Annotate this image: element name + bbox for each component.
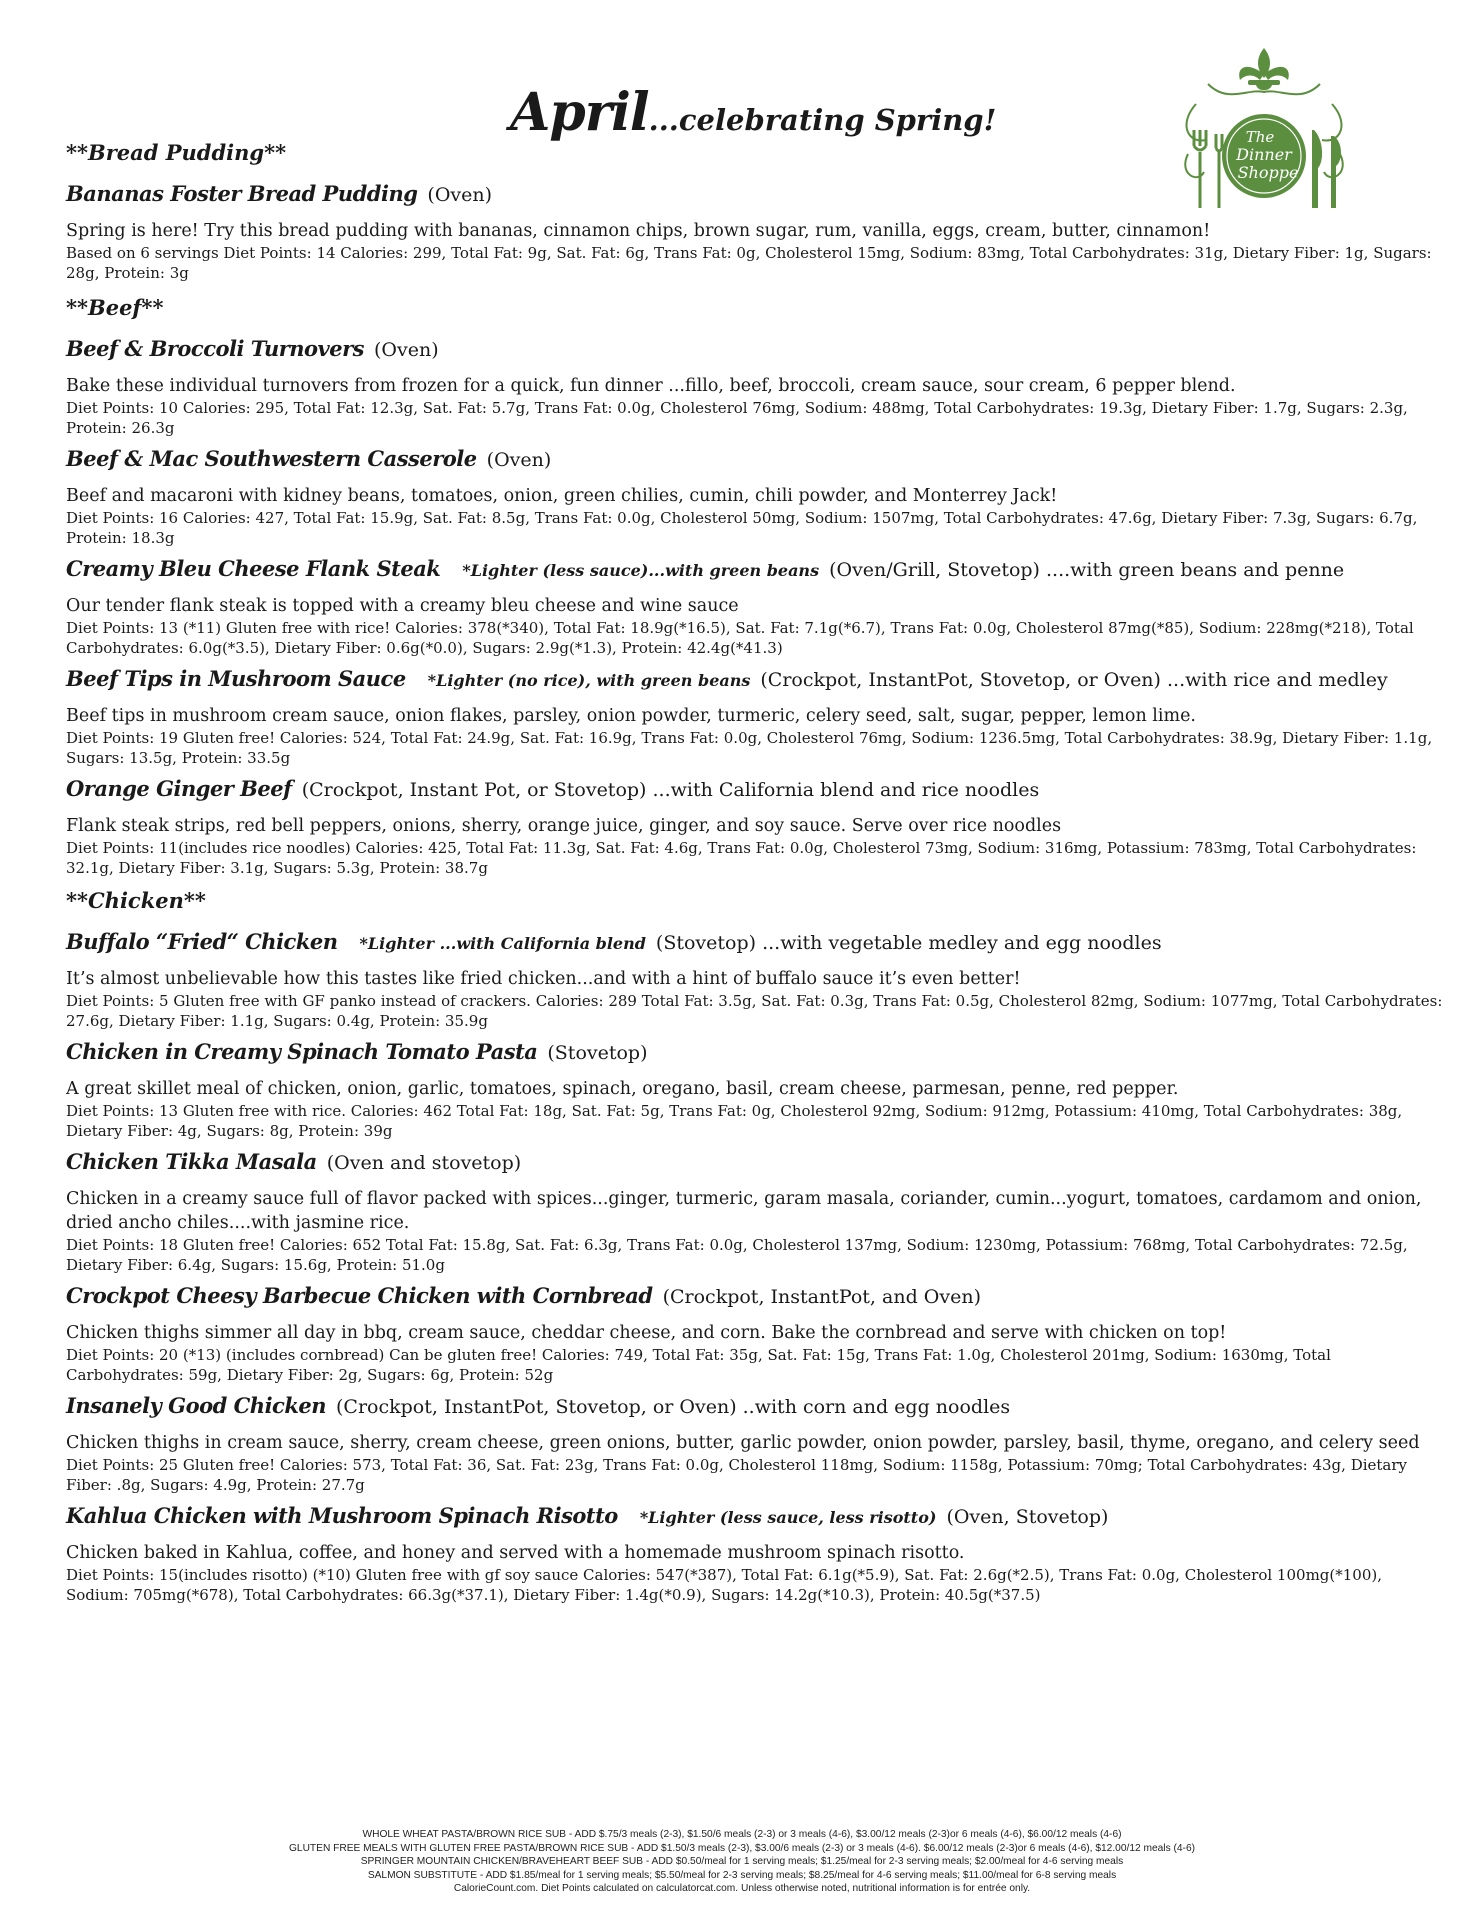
- recipe-name: Kahlua Chicken with Mushroom Spinach Risotto: [66, 1503, 618, 1528]
- recipe-title-line: [66, 1281, 1446, 1313]
- footer-line: SPRINGER MOUNTAIN CHICKEN/BRAVEHEART BEEF SUB - ADD $0.50/meal for 1 serving meals; $1.25/meal for 2-3 serving meals; $2.00/meal for 4-6 serving meals: [360, 1856, 1124, 1867]
- recipe-description: Spring is here! Try this bread pudding with bananas, cinnamon chips, brown sugar, rum, vanilla, eggs, cream, butter, cinnamon!: [66, 221, 1211, 241]
- recipe-beef-broccoli-turnovers: [66, 334, 1446, 438]
- recipe-description: Bake these individual turnovers from frozen for a quick, fun dinner ...fillo, beef, broccoli, cream sauce, sour cream, 6 pepper blend.: [66, 376, 1236, 396]
- recipe-name: Beef Tips in Mushroom Sauce: [66, 666, 406, 691]
- recipe-method: (Crockpot, Instant Pot, or Stovetop) ...with California blend and rice noodles: [301, 779, 1040, 801]
- recipe-title-line: [66, 179, 1446, 211]
- recipe-title-line: [66, 334, 1446, 366]
- footer-line: WHOLE WHEAT PASTA/BROWN RICE SUB - ADD $.75/3 meals (2-3), $1.50/6 meals (2-3) or 3 meals (4-6), $3.00/12 meals (2-3)or 6 meals (4-6), $6.00/12 meals (4-6): [362, 1829, 1122, 1840]
- recipe-kahlua-chicken: [66, 1501, 1446, 1605]
- recipe-title-line: [66, 664, 1446, 696]
- recipe-description: Beef and macaroni with kidney beans, tomatoes, onion, green chilies, cumin, chili powder, and Monterrey Jack!: [66, 486, 1058, 506]
- footer-line: CalorieCount.com. Diet Points calculated on calculatorcat.com. Unless otherwise noted, nutritional information is for entrée only.: [453, 1883, 1031, 1894]
- section-heading-chicken: **Chicken**: [66, 888, 206, 913]
- recipe-method: (Crockpot, InstantPot, Stovetop, or Oven) ..with corn and egg noodles: [336, 1396, 1011, 1418]
- footer-notes: [0, 1828, 1484, 1896]
- recipe-bananas-foster-bread-pudding: [66, 179, 1446, 283]
- recipe-chicken-creamy-spinach-tomato-pasta: [66, 1037, 1446, 1141]
- recipe-nutrition: Diet Points: 5 Gluten free with GF panko instead of crackers. Calories: 289 Total Fat: 3.5g, Sat. Fat: 0.3g, Trans Fat: 0.5g, Cholesterol 82mg, Sodium: 1077mg, Total Carbohydrates: 27.6g, Dietary Fiber: 1.1g, Sugars: 0.4g, Protein: 35.9g: [66, 992, 1443, 1030]
- recipe-title-line: [66, 1147, 1446, 1179]
- fleur-de-lis-icon: [1239, 48, 1289, 90]
- recipe-nutrition: Diet Points: 25 Gluten free! Calories: 573, Total Fat: 36, Sat. Fat: 23g, Trans Fat: 0.0g, Cholesterol 118mg, Sodium: 1158g, Potassium: 70mg; Total Carbohydrates: 43g, Dietary Fiber: .8g, Sugars: 4.9g, Protein: 27.7g: [66, 1456, 1408, 1494]
- recipe-description: Flank steak strips, red bell peppers, onions, sherry, orange juice, ginger, and soy sauce. Serve over rice noodles: [66, 816, 1062, 836]
- recipe-title-line: [66, 1501, 1446, 1533]
- recipe-title-line: [66, 1037, 1446, 1069]
- recipe-title-line: [66, 554, 1446, 586]
- page-title: [510, 82, 996, 143]
- recipe-lighter-option: *Lighter (less sauce)...with green beans: [462, 561, 820, 580]
- recipe-nutrition: Based on 6 servings Diet Points: 14 Calories: 299, Total Fat: 9g, Sat. Fat: 6g, Trans Fat: 0g, Cholesterol 15mg, Sodium: 83mg, Total Carbohydrates: 31g, Dietary Fiber: 1g, Sugars: 28g, Protein: 3g: [66, 244, 1432, 282]
- recipe-name: Creamy Bleu Cheese Flank Steak: [66, 556, 441, 581]
- recipe-nutrition: Diet Points: 11(includes rice noodles) Calories: 425, Total Fat: 11.3g, Sat. Fat: 4.6g, Trans Fat: 0.0g, Cholesterol 73mg, Sodium: 316mg, Potassium: 783mg, Total Carbohydrates: 32.1g, Dietary Fiber: 3.1g, Sugars: 5.3g, Protein: 38.7g: [66, 839, 1417, 877]
- recipe-name: Orange Ginger Beef: [66, 776, 292, 801]
- recipe-description: A great skillet meal of chicken, onion, garlic, tomatoes, spinach, oregano, basil, cream cheese, parmesan, penne, red pepper.: [66, 1079, 1179, 1099]
- recipe-name: Chicken in Creamy Spinach Tomato Pasta: [66, 1039, 538, 1064]
- recipe-method: (Oven): [374, 339, 439, 361]
- recipe-description: Our tender flank steak is topped with a creamy bleu cheese and wine sauce: [66, 596, 739, 616]
- recipe-nutrition: Diet Points: 13 (*11) Gluten free with rice! Calories: 378(*340), Total Fat: 18.9g(*16.5), Sat. Fat: 7.1g(*6.7), Trans Fat: 0.0g, Cholesterol 87mg(*85), Sodium: 228mg(*218), Total Carbohydrates: 6.0g(*3.5), Dietary Fiber: 0.6g(*0.0), Sugars: 2.9g(*1.3), Protein: 42.4g(*41.3): [66, 619, 1414, 657]
- recipe-title-line: [66, 774, 1446, 806]
- recipe-beef-mac-southwestern-casserole: [66, 444, 1446, 548]
- recipe-name: Buffalo “Fried“ Chicken: [66, 929, 338, 954]
- recipe-lighter-option: *Lighter (less sauce, less risotto): [639, 1508, 937, 1527]
- recipe-method: (Crockpot, InstantPot, Stovetop, or Oven) ...with rice and medley: [760, 669, 1388, 691]
- recipe-method: (Crockpot, InstantPot, and Oven): [662, 1286, 981, 1308]
- page-title-tagline: ...celebrating Spring!: [648, 103, 997, 137]
- recipe-description: Chicken thighs in cream sauce, sherry, cream cheese, green onions, butter, garlic powder, onion powder, parsley, basil, thyme, oregano, and celery seed: [66, 1433, 1420, 1453]
- recipe-description: It’s almost unbelievable how this tastes like fried chicken...and with a hint of buffalo sauce it’s even better!: [66, 969, 1021, 989]
- recipe-nutrition: Diet Points: 15(includes risotto) (*10) Gluten free with gf soy sauce Calories: 547(*387), Total Fat: 6.1g(*5.9), Sat. Fat: 2.6g(*2.5), Trans Fat: 0.0g, Cholesterol 100mg(*100), Sodium: 705mg(*678), Total Carbohydrates: 66.3g(*37.1), Dietary Fiber: 1.4g(*0.9), Sugars: 14.2g(*10.3), Protein: 40.5g(*37.5): [66, 1566, 1382, 1604]
- recipe-lighter-option: *Lighter ...with California blend: [359, 934, 646, 953]
- menu-content: [66, 140, 1446, 1605]
- recipe-name: Beef & Mac Southwestern Casserole: [66, 446, 477, 471]
- recipe-name: Crockpot Cheesy Barbecue Chicken with Cornbread: [66, 1283, 653, 1308]
- recipe-method: (Oven and stovetop): [326, 1152, 522, 1174]
- logo-text-line-2: Dinner: [1236, 145, 1292, 164]
- recipe-method: (Oven): [427, 184, 493, 206]
- recipe-creamy-bleu-cheese-flank-steak: [66, 554, 1446, 658]
- recipe-nutrition: Diet Points: 16 Calories: 427, Total Fat: 15.9g, Sat. Fat: 8.5g, Trans Fat: 0.0g, Cholesterol 50mg, Sodium: 1507mg, Total Carbohydrates: 47.6g, Dietary Fiber: 7.3g, Sugars: 6.7g, Protein: 18.3g: [66, 509, 1418, 547]
- recipe-description: Chicken thighs simmer all day in bbq, cream sauce, cheddar cheese, and corn. Bake the cornbread and serve with chicken on top!: [66, 1323, 1227, 1343]
- recipe-name: Insanely Good Chicken: [66, 1393, 327, 1418]
- recipe-name: Beef & Broccoli Turnovers: [66, 336, 365, 361]
- recipe-crockpot-cheesy-bbq-chicken: [66, 1281, 1446, 1385]
- recipe-name: Chicken Tikka Masala: [66, 1149, 317, 1174]
- recipe-description: Beef tips in mushroom cream sauce, onion flakes, parsley, onion powder, turmeric, celery seed, salt, sugar, pepper, lemon lime.: [66, 706, 1196, 726]
- recipe-method: (Oven, Stovetop): [946, 1506, 1109, 1528]
- recipe-title-line: [66, 444, 1446, 476]
- recipe-buffalo-fried-chicken: [66, 927, 1446, 1031]
- recipe-orange-ginger-beef: [66, 774, 1446, 878]
- recipe-lighter-option: *Lighter (no rice), with green beans: [427, 671, 751, 690]
- recipe-chicken-tikka-masala: [66, 1147, 1446, 1275]
- logo-text-line-1: The: [1245, 128, 1275, 146]
- recipe-nutrition: Diet Points: 19 Gluten free! Calories: 524, Total Fat: 24.9g, Sat. Fat: 16.9g, Trans Fat: 0.0g, Cholesterol 76mg, Sodium: 1236.5mg, Total Carbohydrates: 38.9g, Dietary Fiber: 1.1g, Sugars: 13.5g, Protein: 33.5g: [66, 729, 1433, 767]
- logo-text-line-3: Shoppe: [1237, 163, 1299, 182]
- recipe-nutrition: Diet Points: 20 (*13) (includes cornbread) Can be gluten free! Calories: 749, Total Fat: 35g, Sat. Fat: 15g, Trans Fat: 1.0g, Cholesterol 201mg, Sodium: 1630mg, Total Carbohydrates: 59g, Dietary Fiber: 2g, Sugars: 6g, Protein: 52g: [66, 1346, 1331, 1384]
- section-heading-bread-pudding: **Bread Pudding**: [66, 140, 287, 165]
- recipe-description: Chicken in a creamy sauce full of flavor packed with spices...ginger, turmeric, garam masala, coriander, cumin...yogurt, tomatoes, cardamom and onion, dried ancho chiles....with jasmine rice.: [66, 1189, 1422, 1233]
- page-title-month: April: [510, 82, 649, 143]
- recipe-beef-tips-in-mushroom-sauce: [66, 664, 1446, 768]
- recipe-method: (Oven/Grill, Stovetop) ....with green beans and penne: [829, 559, 1345, 581]
- recipe-description: Chicken baked in Kahlua, coffee, and honey and served with a homemade mushroom spinach risotto.: [66, 1543, 965, 1563]
- recipe-method: (Oven): [486, 449, 552, 471]
- footer-line: GLUTEN FREE MEALS WITH GLUTEN FREE PASTA/BROWN RICE SUB - ADD $1.50/3 meals (2-3), $3.00/6 meals (2-3) or 3 meals (4-6). $6.00/12 meals (2-3)or 6 meals (4-6), $12.00/12 meals (4-6): [288, 1842, 1196, 1854]
- recipe-nutrition: Diet Points: 18 Gluten free! Calories: 652 Total Fat: 15.8g, Sat. Fat: 6.3g, Trans Fat: 0.0g, Cholesterol 137mg, Sodium: 1230mg, Potassium: 768mg, Total Carbohydrates: 72.5g, Dietary Fiber: 6.4g, Sugars: 15.6g, Protein: 51.0g: [66, 1236, 1408, 1274]
- recipe-title-line: [66, 927, 1446, 959]
- section-heading-beef: **Beef**: [66, 295, 164, 320]
- recipe-name: Bananas Foster Bread Pudding: [66, 181, 418, 206]
- recipe-nutrition: Diet Points: 13 Gluten free with rice. Calories: 462 Total Fat: 18g, Sat. Fat: 5g, Trans Fat: 0g, Cholesterol 92mg, Sodium: 912mg, Potassium: 410mg, Total Carbohydrates: 38g, Dietary Fiber: 4g, Sugars: 8g, Protein: 39g: [66, 1102, 1403, 1140]
- recipe-title-line: [66, 1391, 1446, 1423]
- recipe-method: (Stovetop) ...with vegetable medley and egg noodles: [655, 932, 1162, 954]
- recipe-method: (Stovetop): [547, 1042, 648, 1064]
- footer-line: SALMON SUBSTITUTE - ADD $1.85/meal for 1 serving meals; $5.50/meal for 2-3 serving meals; $8.25/meal for 4-6 serving meals; $11.00/meal for 6-8 serving meals: [367, 1869, 1117, 1881]
- recipe-nutrition: Diet Points: 10 Calories: 295, Total Fat: 12.3g, Sat. Fat: 5.7g, Trans Fat: 0.0g, Cholesterol 76mg, Sodium: 488mg, Total Carbohydrates: 19.3g, Dietary Fiber: 1.7g, Sugars: 2.3g, Protein: 26.3g: [66, 399, 1408, 437]
- recipe-insanely-good-chicken: [66, 1391, 1446, 1495]
